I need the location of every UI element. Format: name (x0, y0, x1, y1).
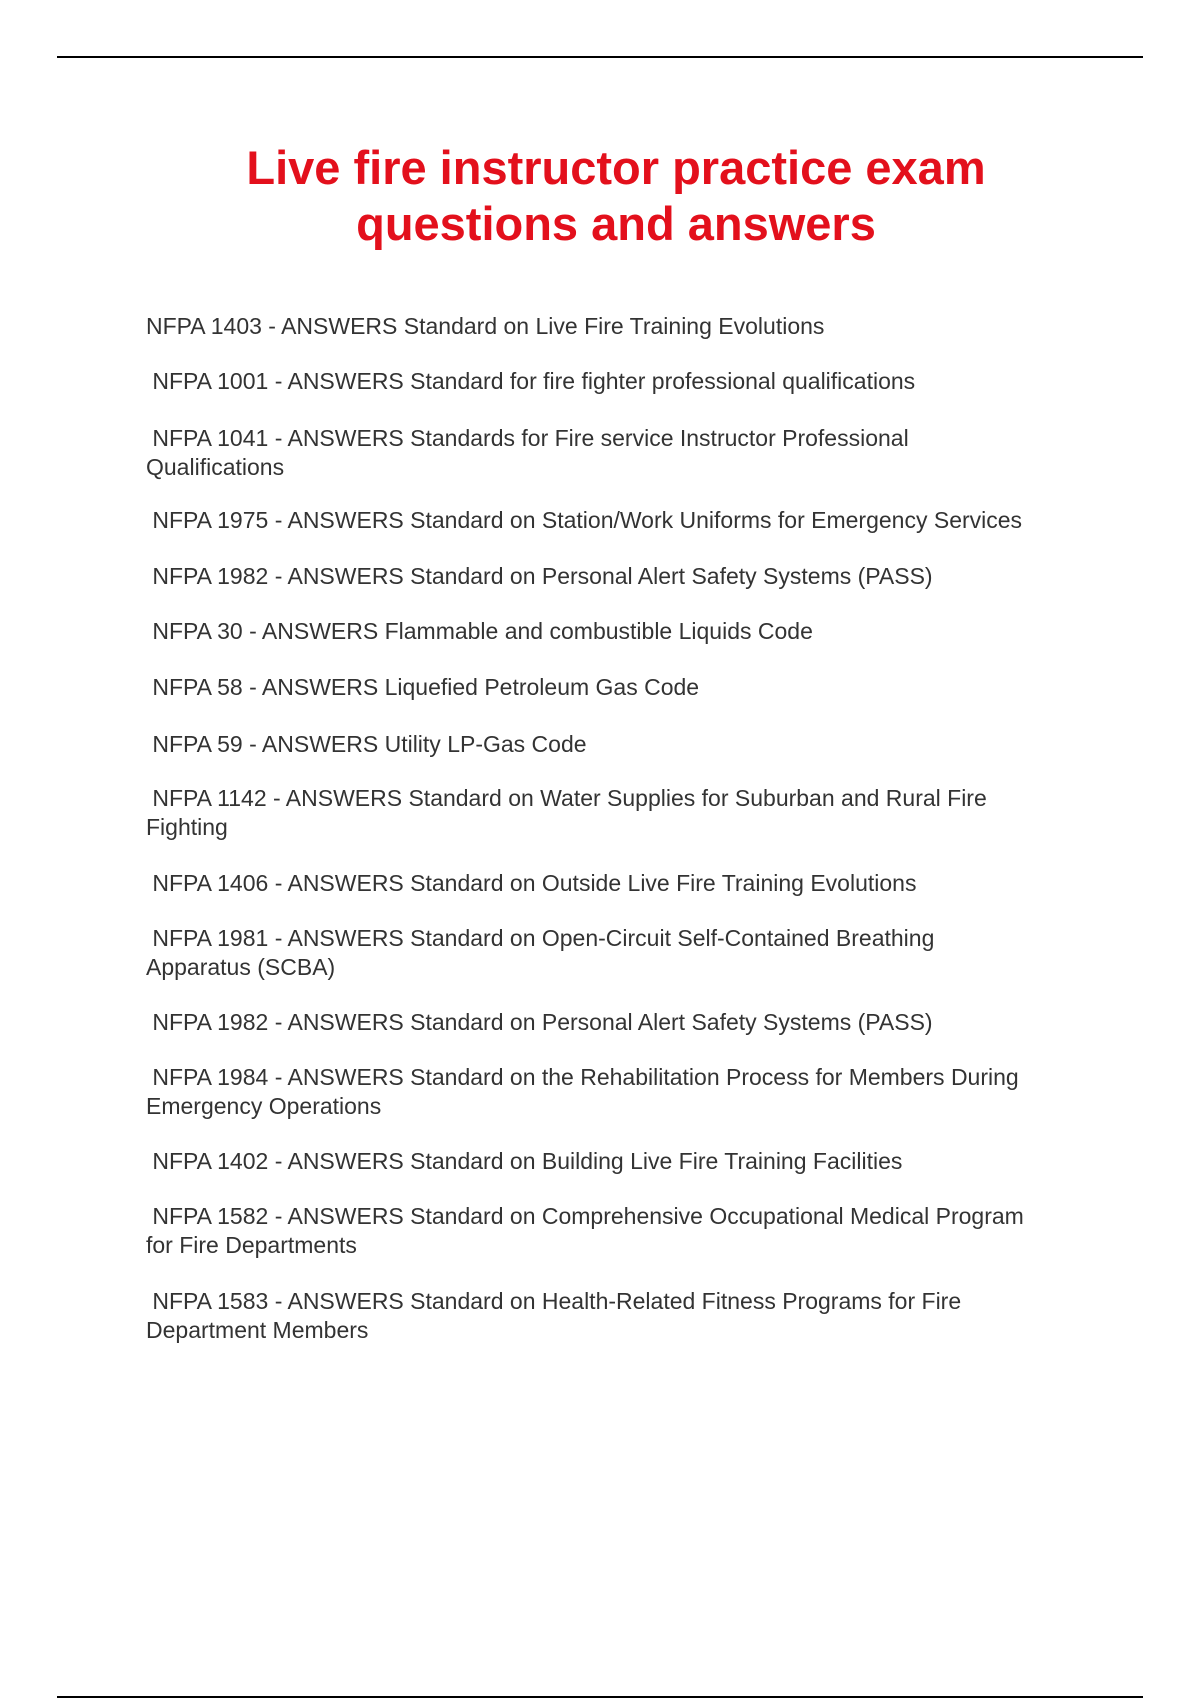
qa-item: NFPA 1403 - ANSWERS Standard on Live Fire Training Evolutions (146, 313, 825, 339)
qa-item: NFPA 1406 - ANSWERS Standard on Outside Live Fire Training Evolutions (146, 870, 917, 896)
bottom-rule (57, 1696, 1143, 1698)
qa-item: NFPA 1984 - ANSWERS Standard on the Rehabilitation Process for Members During Emergency Operations (146, 1064, 1019, 1119)
qa-item: NFPA 1041 - ANSWERS Standards for Fire service Instructor Professional Qualifications (146, 425, 909, 480)
qa-item: NFPA 1582 - ANSWERS Standard on Comprehensive Occupational Medical Program for Fire Departments (146, 1203, 1024, 1258)
qa-item: NFPA 1001 - ANSWERS Standard for fire fighter professional qualifications (146, 368, 916, 394)
title-line-2: questions and answers (356, 197, 876, 250)
qa-item: NFPA 1402 - ANSWERS Standard on Building Live Fire Training Facilities (146, 1148, 903, 1174)
qa-item: NFPA 1982 - ANSWERS Standard on Personal Alert Safety Systems (PASS) (146, 1009, 933, 1035)
qa-item: NFPA 59 - ANSWERS Utility LP-Gas Code (146, 731, 587, 757)
qa-item: NFPA 1142 - ANSWERS Standard on Water Supplies for Suburban and Rural Fire Fighting (146, 785, 987, 840)
qa-item: NFPA 58 - ANSWERS Liquefied Petroleum Gas Code (146, 674, 700, 700)
qa-item: NFPA 1981 - ANSWERS Standard on Open-Circuit Self-Contained Breathing Apparatus (SCBA) (146, 925, 935, 980)
qa-item: NFPA 30 - ANSWERS Flammable and combustible Liquids Code (146, 618, 813, 644)
qa-item: NFPA 1975 - ANSWERS Standard on Station/Work Uniforms for Emergency Services (146, 507, 1023, 533)
qa-item: NFPA 1583 - ANSWERS Standard on Health-Related Fitness Programs for Fire Department Members (146, 1288, 962, 1343)
document-title (100, 140, 1132, 252)
qa-item: NFPA 1982 - ANSWERS Standard on Personal Alert Safety Systems (PASS) (146, 563, 933, 589)
top-rule (57, 56, 1143, 58)
title-line-1: Live fire instructor practice exam (246, 141, 986, 194)
